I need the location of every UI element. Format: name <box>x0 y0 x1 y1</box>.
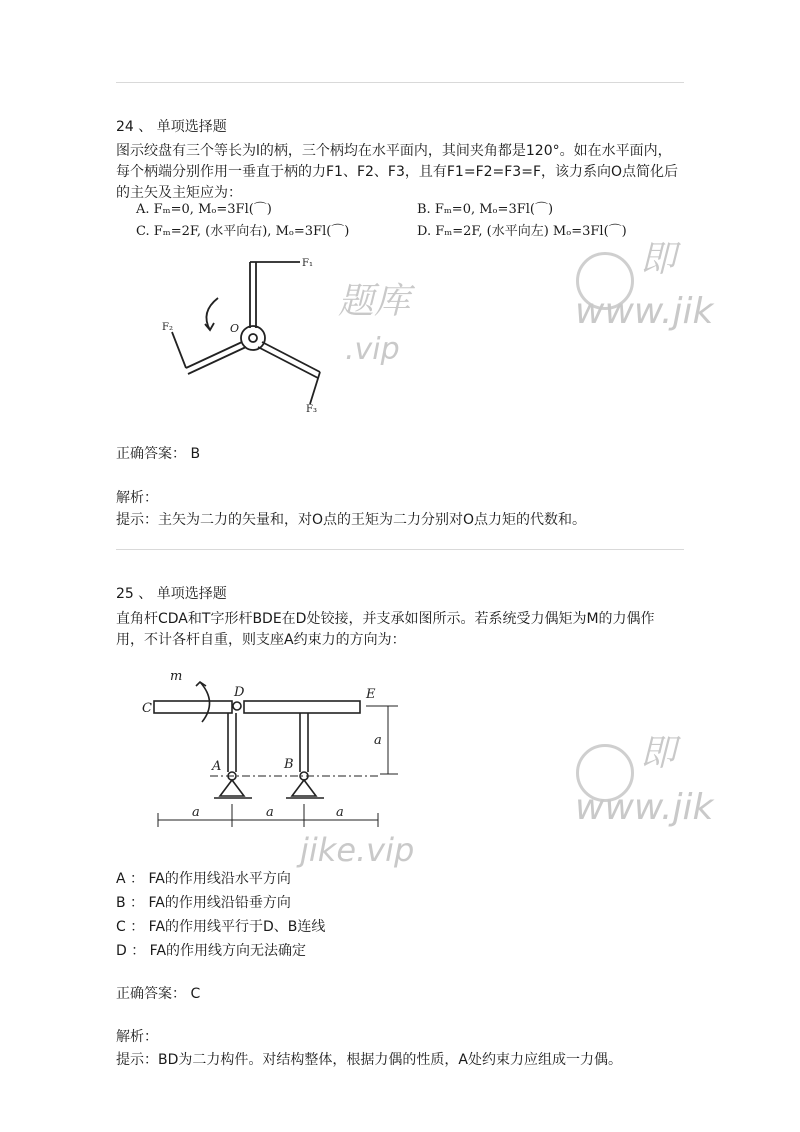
q25-label-e: E <box>366 687 376 702</box>
q25-figure <box>140 668 420 838</box>
q25-heading: 25 、 单项选择题 <box>116 586 227 602</box>
q24-stem-line: 每个柄端分别作用一垂直于柄的力F1、F2、F3，且有F1=F2=F3=F，该力系向O点简化后 <box>116 164 679 180</box>
watermark-url: www.jik <box>575 787 714 828</box>
q25-label-c: C <box>142 701 152 716</box>
q25-dimension-label: a <box>192 805 200 820</box>
watermark-url: www.jik <box>575 291 714 332</box>
q24-heading: 24 、 单项选择题 <box>116 119 227 135</box>
q24-label-f1: F₁ <box>302 258 313 269</box>
q25-option-a: A ： FA的作用线沿水平方向 <box>116 871 291 887</box>
q25-dimension-label: a <box>374 733 382 748</box>
q25-stem-line: 直角杆CDA和T字形杆BDE在D处铰接，并支承如图所示。若系统受力偶矩为M的力偶作 <box>116 611 655 627</box>
q24-label-f2: F₂ <box>162 322 173 333</box>
watermark-ji: 即 <box>640 239 677 280</box>
q24-analysis-label: 解析： <box>116 490 158 506</box>
q24-option-a: A. Fₘ=0, Mₒ=3Fl(⌒) <box>136 202 272 217</box>
q25-dimension-label: a <box>336 805 344 820</box>
q25-label-d: D <box>234 685 245 700</box>
divider-top <box>116 82 684 83</box>
q24-answer: 正确答案： B <box>116 446 201 462</box>
q24-label-f3: F₃ <box>306 404 317 415</box>
q25-label-b: B <box>284 757 294 772</box>
q24-stem-line: 的主矢及主矩应为： <box>116 185 242 201</box>
watermark-jike: jike.vip <box>300 831 415 869</box>
q25-label-a: A <box>212 759 222 774</box>
q25-analysis-label: 解析： <box>116 1029 158 1045</box>
q25-hint: 提示：BD为二力构件。对结构整体，根据力偶的性质，A处约束力应组成一力偶。 <box>116 1052 622 1068</box>
q25-answer: 正确答案： C <box>116 986 201 1002</box>
watermark-tiku: 题库 <box>338 281 411 322</box>
q25-label-m: m <box>170 669 183 684</box>
q24-stem-line: 图示绞盘有三个等长为l的柄，三个柄均在水平面内，其间夹角都是120°。如在水平面内， <box>116 143 672 159</box>
q25-option-d: D ： FA的作用线方向无法确定 <box>116 943 307 959</box>
q24-option-d: D. Fₘ=2F, (水平向左) Mₒ=3Fl(⌒) <box>417 224 627 239</box>
q24-hint: 提示：主矢为二力的矢量和，对O点的王矩为二力分别对O点力矩的代数和。 <box>116 512 587 528</box>
q25-dimension-label: a <box>266 805 274 820</box>
q24-figure <box>150 250 350 420</box>
q24-option-b: B. Fₘ=0, Mₒ=3Fl(⌒) <box>417 202 554 217</box>
watermark-vip: .vip <box>345 332 400 367</box>
q25-stem-line: 用，不计各杆自重，则支座A约束力的方向为： <box>116 632 406 648</box>
q24-option-c: C. Fₘ=2F, (水平向右), Mₒ=3Fl(⌒) <box>136 224 350 239</box>
q25-option-c: C ： FA的作用线平行于D、B连线 <box>116 919 326 935</box>
q24-label-o: O <box>230 322 240 335</box>
divider-middle <box>116 549 684 550</box>
watermark-ji: 即 <box>640 733 677 774</box>
q25-option-b: B ： FA的作用线沿铅垂方向 <box>116 895 291 911</box>
